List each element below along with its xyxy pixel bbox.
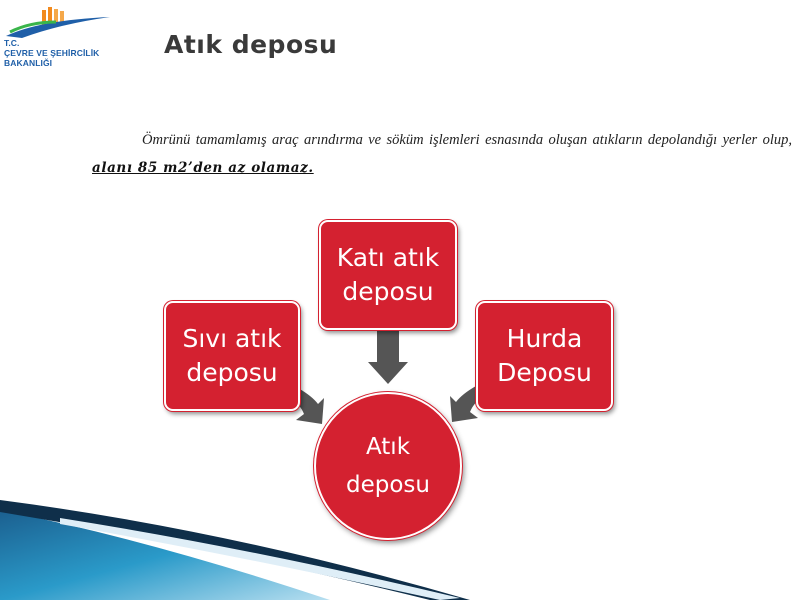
center-node-line-1: Atık <box>365 434 411 460</box>
top-node-line-1: Katı atık <box>336 243 440 272</box>
left-node-line-2: deposu <box>186 358 278 387</box>
top-node-line-2: deposu <box>342 277 434 306</box>
logo-line-3: BAKANLIĞI <box>4 58 53 68</box>
page-title: Atık deposu <box>164 30 338 59</box>
logo-line-2: ÇEVRE VE ŞEHİRCİLİK <box>4 48 100 58</box>
center-node-line-2: deposu <box>346 472 430 498</box>
right-node-line-1: Hurda <box>506 324 583 353</box>
paragraph-text: Ömrünü tamamlamış araç arındırma ve söküm işlemleri esnasında oluşan atıkların depolandığı yerler olup, <box>142 132 792 148</box>
paragraph-emphasis: alanı 85 m2’den az olamaz. <box>92 160 314 176</box>
left-node-line-1: Sıvı atık <box>182 324 282 353</box>
logo-line-1: T.C. <box>4 38 20 48</box>
right-node-line-2: Deposu <box>497 358 592 387</box>
